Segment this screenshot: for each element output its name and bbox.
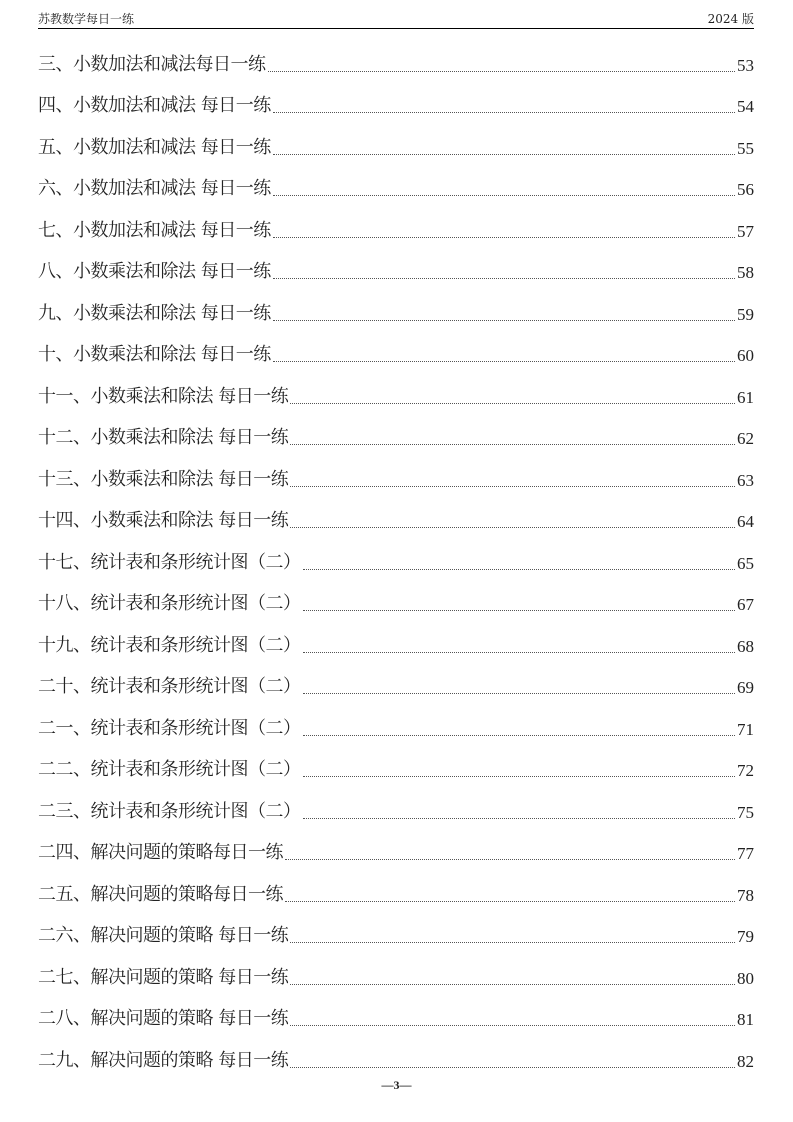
toc-entry-title: 十、小数乘法和除法 每日一练: [38, 344, 271, 365]
toc-entry-page: 77: [737, 844, 754, 863]
dot-leader: [273, 320, 735, 321]
dot-leader: [303, 818, 736, 819]
dot-leader: [303, 569, 736, 570]
dot-leader: [290, 942, 735, 943]
toc-entry-page: 56: [737, 180, 754, 199]
toc-entry-title: 十三、小数乘法和除法 每日一练: [38, 468, 289, 490]
toc-entry-title: 四、小数加法和减法 每日一练: [38, 95, 271, 116]
toc-entry[interactable]: [38, 836, 754, 878]
toc-entry-title: 三、小数加法和减法每日一练: [38, 53, 266, 75]
toc-entry-page: 80: [737, 968, 754, 988]
toc-entry[interactable]: [38, 47, 754, 89]
toc-entry[interactable]: [38, 462, 754, 504]
dot-leader: [290, 444, 735, 445]
toc-entry-title: 十四、小数乘法和除法 每日一练: [38, 510, 289, 531]
toc-entry-page: 78: [737, 885, 754, 905]
toc-entry[interactable]: [38, 919, 754, 961]
toc-entry[interactable]: [38, 338, 754, 380]
toc-entry[interactable]: [38, 877, 754, 919]
toc-entry-title: 二四、解决问题的策略每日一练: [38, 842, 283, 863]
toc-entry-title: 八、小数乘法和除法 每日一练: [38, 261, 271, 282]
dot-leader: [303, 776, 736, 777]
toc-entry[interactable]: [38, 296, 754, 338]
table-of-contents: [38, 47, 754, 1085]
toc-entry-page: 59: [737, 304, 754, 324]
toc-entry-page: 55: [737, 138, 754, 158]
toc-entry-title: 二三、统计表和条形统计图（二）: [38, 800, 301, 822]
dot-leader: [268, 71, 736, 72]
dot-leader: [290, 1067, 735, 1068]
toc-entry-page: 58: [737, 263, 754, 282]
toc-entry-page: 61: [737, 387, 754, 407]
toc-entry-page: 72: [737, 761, 754, 780]
header-edition: 2024 版: [707, 12, 754, 26]
toc-entry-page: 81: [737, 1010, 754, 1029]
dot-leader: [273, 154, 735, 155]
dot-leader: [290, 527, 735, 528]
toc-entry-page: 53: [737, 55, 754, 75]
toc-entry-title: 二二、统计表和条形统计图（二）: [38, 759, 301, 780]
toc-entry[interactable]: [38, 628, 754, 670]
toc-entry[interactable]: [38, 421, 754, 463]
toc-entry-title: 二七、解决问题的策略 每日一练: [38, 966, 289, 988]
toc-entry-page: 67: [737, 595, 754, 614]
dot-leader: [303, 735, 736, 736]
toc-entry-page: 82: [737, 1051, 754, 1071]
toc-entry-title: 十九、统计表和条形统计图（二）: [38, 634, 301, 656]
toc-entry-title: 二五、解决问题的策略每日一练: [38, 883, 283, 905]
dot-leader: [273, 361, 735, 362]
toc-entry-title: 十八、统计表和条形统计图（二）: [38, 593, 301, 614]
toc-entry-title: 二十、统计表和条形统计图（二）: [38, 676, 301, 697]
toc-entry[interactable]: [38, 794, 754, 836]
dot-leader: [273, 278, 735, 279]
toc-entry-page: 62: [737, 429, 754, 448]
toc-entry-title: 二六、解决问题的策略 每日一练: [38, 925, 289, 946]
toc-entry[interactable]: [38, 670, 754, 712]
dot-leader: [290, 486, 735, 487]
toc-entry[interactable]: [38, 172, 754, 214]
toc-entry[interactable]: [38, 960, 754, 1002]
toc-entry-page: 75: [737, 802, 754, 822]
dot-leader: [273, 112, 735, 113]
toc-entry-title: 十一、小数乘法和除法 每日一练: [38, 385, 289, 407]
toc-entry[interactable]: [38, 1002, 754, 1044]
toc-entry[interactable]: [38, 89, 754, 131]
toc-entry-title: 七、小数加法和减法 每日一练: [38, 219, 271, 241]
page-header: [38, 8, 754, 29]
toc-entry[interactable]: [38, 255, 754, 297]
dot-leader: [303, 610, 736, 611]
dot-leader: [273, 195, 735, 196]
toc-entry-title: 二一、统计表和条形统计图（二）: [38, 717, 301, 739]
toc-entry[interactable]: [38, 130, 754, 172]
toc-entry-title: 十二、小数乘法和除法 每日一练: [38, 427, 289, 448]
page-number: —3—: [381, 1078, 412, 1092]
dot-leader: [273, 237, 735, 238]
toc-entry-title: 九、小数乘法和除法 每日一练: [38, 302, 271, 324]
dot-leader: [290, 403, 735, 404]
dot-leader: [303, 652, 736, 653]
toc-entry-page: 64: [737, 512, 754, 531]
toc-entry-page: 71: [737, 719, 754, 739]
toc-entry[interactable]: [38, 213, 754, 255]
toc-entry-title: 二九、解决问题的策略 每日一练: [38, 1049, 289, 1071]
toc-entry-page: 68: [737, 636, 754, 656]
toc-entry[interactable]: [38, 379, 754, 421]
header-title: 苏教数学每日一练: [38, 12, 135, 26]
toc-entry-page: 57: [737, 221, 754, 241]
toc-entry-title: 十七、统计表和条形统计图（二）: [38, 551, 301, 573]
toc-entry-page: 65: [737, 553, 754, 573]
toc-entry-title: 六、小数加法和减法 每日一练: [38, 178, 271, 199]
dot-leader: [285, 901, 735, 902]
dot-leader: [290, 1025, 735, 1026]
dot-leader: [290, 984, 735, 985]
dot-leader: [303, 693, 736, 694]
toc-entry[interactable]: [38, 587, 754, 629]
dot-leader: [285, 859, 735, 860]
toc-entry-page: 79: [737, 927, 754, 946]
toc-entry-title: 二八、解决问题的策略 每日一练: [38, 1008, 289, 1029]
toc-entry[interactable]: [38, 753, 754, 795]
toc-entry-title: 五、小数加法和减法 每日一练: [38, 136, 271, 158]
toc-entry-page: 54: [737, 97, 754, 116]
toc-entry-page: 69: [737, 678, 754, 697]
toc-entry[interactable]: [38, 504, 754, 546]
toc-entry-page: 60: [737, 346, 754, 365]
toc-entry[interactable]: [38, 545, 754, 587]
toc-entry-page: 63: [737, 470, 754, 490]
toc-entry[interactable]: [38, 711, 754, 753]
